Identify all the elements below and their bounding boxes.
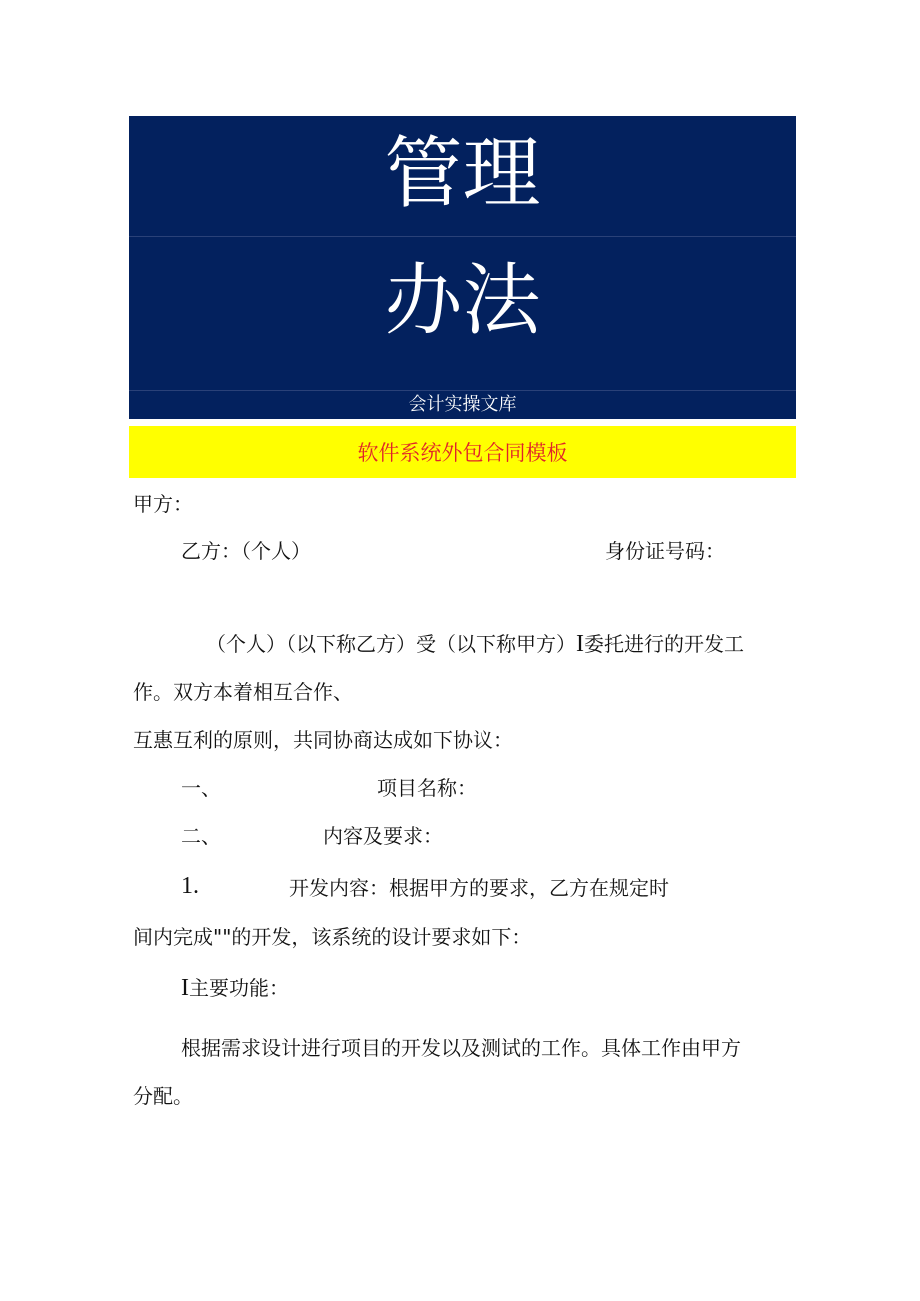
intro-marker: I [576, 631, 584, 657]
item-1-continuation: 间内完成""的开发，该系统的设计要求如下： [133, 925, 532, 949]
cover-subtitle: 会计实操文库 [408, 394, 517, 415]
function-description-line-1: 根据需求设计进行项目的开发以及测试的工作。具体工作由甲方 [181, 1036, 741, 1060]
intro-text: （个人）（以下称乙方）受（以下称甲方） [206, 632, 576, 656]
cover-title-line-2: 办法 [384, 256, 541, 346]
intro-paragraph-line-2: 作。双方本着相互合作、 [133, 680, 353, 704]
cover-banner [129, 116, 796, 419]
main-functions-heading [181, 975, 289, 1001]
intro-paragraph-line-3: 互惠互利的原则，共同协商达成如下协议： [133, 728, 513, 752]
section-2-title: 内容及要求： [323, 824, 443, 848]
intro-paragraph-line-1 [206, 631, 744, 657]
cover-title-line-1: 管理 [384, 129, 541, 219]
function-marker: I [181, 975, 189, 1001]
contract-title: 软件系统外包合同模板 [129, 426, 796, 478]
function-description-line-2: 分配。 [133, 1084, 193, 1108]
section-1-number: 一、 [181, 776, 221, 800]
intro-text-tail: 委托进行的开发工 [584, 632, 744, 656]
function-title: 主要功能： [189, 976, 289, 1000]
item-1-number: 1. [181, 873, 199, 899]
party-b-label: 乙方：（个人） [181, 539, 311, 563]
id-number-label: 身份证号码： [605, 539, 725, 563]
item-1-text: 开发内容：根据甲方的要求，乙方在规定时 [289, 876, 669, 900]
section-1-title: 项目名称： [377, 776, 477, 800]
party-a-label: 甲方： [133, 492, 193, 516]
section-2-number: 二、 [181, 824, 221, 848]
